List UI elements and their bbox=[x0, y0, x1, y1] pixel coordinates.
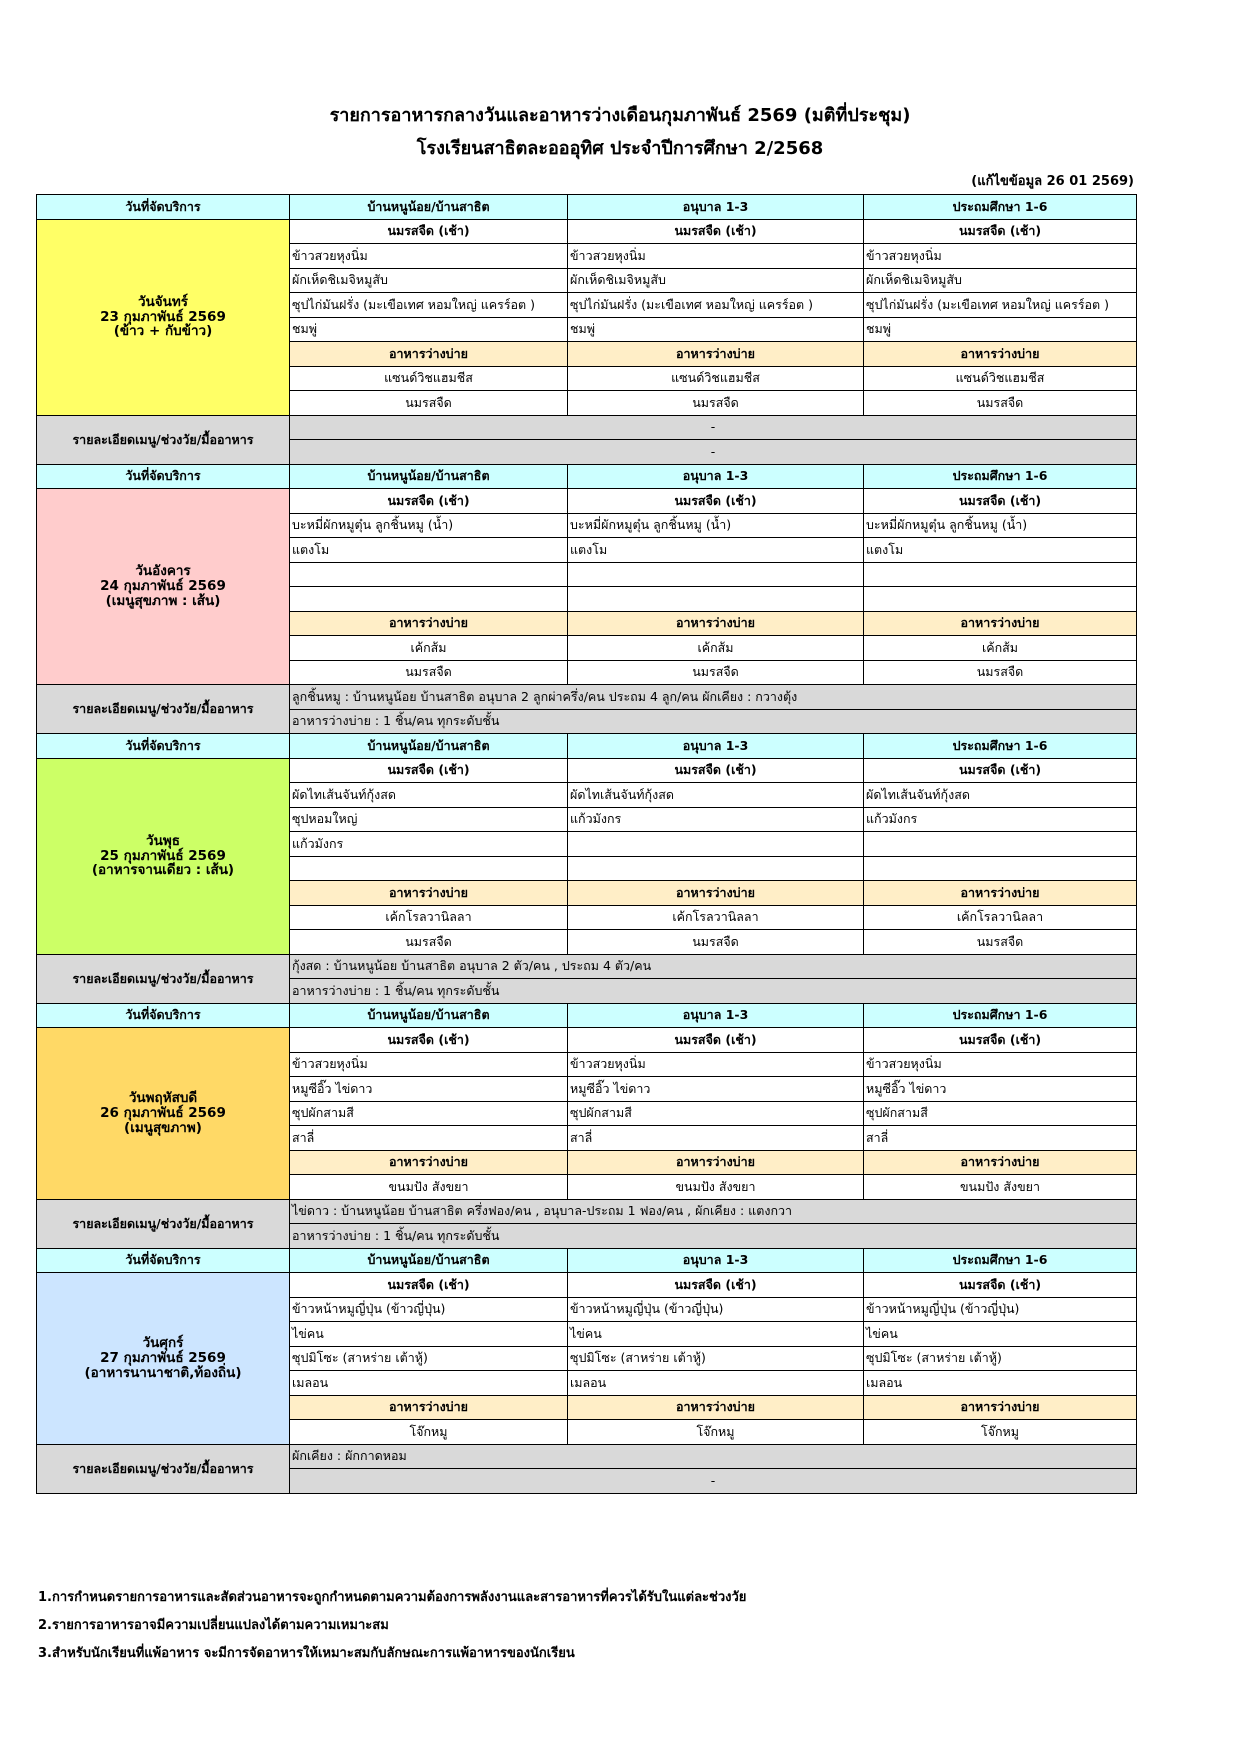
snack-item: นมรสจืด bbox=[290, 660, 568, 685]
snack-item: ขนมปัง สังขยา bbox=[568, 1175, 864, 1200]
day-name: วันอังคาร bbox=[135, 563, 191, 580]
lunch-item: แตงโม bbox=[568, 538, 864, 563]
lunch-item: แก้วมังกร bbox=[290, 832, 568, 857]
lunch-item: ซุปผักสามสี bbox=[290, 1101, 568, 1126]
lunch-item bbox=[568, 856, 864, 881]
detail-text: ลูกชิ้นหมู : บ้านหนูน้อย บ้านสาธิต อนุบาล 2 ลูกผ่าครึ่ง/คน ประถม 4 ลูก/คน ผักเคียง : กวางตุ้ง bbox=[290, 685, 1137, 710]
milk-row bbox=[37, 219, 1137, 244]
detail-label: รายละเอียดเมนู/ช่วงวัย/มื้ออาหาร bbox=[37, 415, 290, 464]
lunch-item: ผักเห็ดชิเมจิหมูสับ bbox=[864, 268, 1137, 293]
snack-label: อาหารว่างบ่าย bbox=[568, 611, 864, 636]
service-header-row bbox=[37, 734, 1137, 759]
snack-item: เค้กส้ม bbox=[290, 636, 568, 661]
snack-item: โจ๊กหมู bbox=[568, 1420, 864, 1445]
column-header-primary: ประถมศึกษา 1-6 bbox=[864, 1003, 1137, 1028]
snack-item: นมรสจืด bbox=[290, 930, 568, 955]
snack-label: อาหารว่างบ่าย bbox=[568, 1150, 864, 1175]
milk-row bbox=[37, 1028, 1137, 1053]
lunch-item: ข้าวหน้าหมูญี่ปุ่น (ข้าวญี่ปุ่น) bbox=[290, 1297, 568, 1322]
column-header-baannunoi: บ้านหนูน้อย/บ้านสาธิต bbox=[290, 464, 568, 489]
snack-item: เค้กโรลวานิลลา bbox=[290, 905, 568, 930]
milk-label: นมรสจืด (เช้า) bbox=[290, 1273, 568, 1298]
lunch-item: ไข่คน bbox=[568, 1322, 864, 1347]
lunch-item: ซุปไก่มันฝรั่ง (มะเขือเทศ หอมใหญ่ แครร์อต ) bbox=[568, 293, 864, 318]
detail-text: ผักเคียง : ผักกาดหอม bbox=[290, 1444, 1137, 1469]
milk-label: นมรสจืด (เช้า) bbox=[864, 758, 1137, 783]
lunch-item bbox=[290, 856, 568, 881]
snack-item: นมรสจืด bbox=[568, 930, 864, 955]
day-name: วันจันทร์ bbox=[137, 293, 189, 310]
menu-table bbox=[36, 194, 1137, 1494]
column-header-primary: ประถมศึกษา 1-6 bbox=[864, 195, 1137, 220]
detail-text: กุ้งสด : บ้านหนูน้อย บ้านสาธิต อนุบาล 2 ตัว/คน , ประถม 4 ตัว/คน bbox=[290, 954, 1137, 979]
lunch-item: ผัดไทเส้นจันท์กุ้งสด bbox=[290, 783, 568, 808]
snack-label: อาหารว่างบ่าย bbox=[290, 1395, 568, 1420]
snack-label: อาหารว่างบ่าย bbox=[568, 342, 864, 367]
snack-label: อาหารว่างบ่าย bbox=[864, 611, 1137, 636]
column-header-baannunoi: บ้านหนูน้อย/บ้านสาธิต bbox=[290, 1248, 568, 1273]
snack-label: อาหารว่างบ่าย bbox=[290, 342, 568, 367]
lunch-item: ชมพู่ bbox=[864, 317, 1137, 342]
lunch-item: ข้าวสวยหุงนิ่ม bbox=[290, 1052, 568, 1077]
detail-text: อาหารว่างบ่าย : 1 ชิ้น/คน ทุกระดับชั้น bbox=[290, 979, 1137, 1004]
milk-label: นมรสจืด (เช้า) bbox=[864, 489, 1137, 514]
lunch-item: ข้าวสวยหุงนิ่ม bbox=[290, 244, 568, 269]
milk-label: นมรสจืด (เช้า) bbox=[568, 489, 864, 514]
lunch-item: บะหมี่ผักหมูตุ๋น ลูกชิ้นหมู (น้ำ) bbox=[864, 513, 1137, 538]
snack-item: เค้กโรลวานิลลา bbox=[864, 905, 1137, 930]
day-cell bbox=[37, 219, 290, 415]
snack-item: เค้กโรลวานิลลา bbox=[568, 905, 864, 930]
service-day-header: วันที่จัดบริการ bbox=[37, 464, 290, 489]
lunch-item: ไข่คน bbox=[290, 1322, 568, 1347]
column-header-baannunoi: บ้านหนูน้อย/บ้านสาธิต bbox=[290, 195, 568, 220]
lunch-item: ผัดไทเส้นจันท์กุ้งสด bbox=[864, 783, 1137, 808]
snack-label: อาหารว่างบ่าย bbox=[290, 611, 568, 636]
milk-label: นมรสจืด (เช้า) bbox=[290, 489, 568, 514]
detail-label: รายละเอียดเมนู/ช่วงวัย/มื้ออาหาร bbox=[37, 954, 290, 1003]
snack-item: เค้กส้ม bbox=[568, 636, 864, 661]
snack-item: โจ๊กหมู bbox=[290, 1420, 568, 1445]
note-3: 3.สำหรับนักเรียนที่แพ้อาหาร จะมีการจัดอาหารให้เหมาะสมกับลักษณะการแพ้อาหารของนักเรียน bbox=[38, 1646, 575, 1661]
snack-item: แซนด์วิชแฮมชีส bbox=[568, 366, 864, 391]
milk-row bbox=[37, 1273, 1137, 1298]
lunch-item: แตงโม bbox=[864, 538, 1137, 563]
lunch-item: ซุปผักสามสี bbox=[864, 1101, 1137, 1126]
snack-label: อาหารว่างบ่าย bbox=[290, 881, 568, 906]
service-header-row bbox=[37, 464, 1137, 489]
day-cell bbox=[37, 1028, 290, 1200]
lunch-item: แก้วมังกร bbox=[864, 807, 1137, 832]
lunch-item: เมลอน bbox=[290, 1371, 568, 1396]
lunch-item: ผัดไทเส้นจันท์กุ้งสด bbox=[568, 783, 864, 808]
lunch-item: บะหมี่ผักหมูตุ๋น ลูกชิ้นหมู (น้ำ) bbox=[290, 513, 568, 538]
detail-row bbox=[37, 1444, 1137, 1469]
day-name: วันศุกร์ bbox=[142, 1334, 184, 1351]
lunch-item: ชมพู่ bbox=[568, 317, 864, 342]
service-day-header: วันที่จัดบริการ bbox=[37, 1248, 290, 1273]
snack-item: นมรสจืด bbox=[290, 391, 568, 416]
snack-item: แซนด์วิชแฮมชีส bbox=[864, 366, 1137, 391]
column-header-kindergarten: อนุบาล 1-3 bbox=[568, 734, 864, 759]
snack-label: อาหารว่างบ่าย bbox=[864, 1395, 1137, 1420]
lunch-item bbox=[864, 832, 1137, 857]
lunch-item: เมลอน bbox=[864, 1371, 1137, 1396]
lunch-item: ผักเห็ดชิเมจิหมูสับ bbox=[290, 268, 568, 293]
day-date: 24 กุมภาพันธ์ 2569 bbox=[100, 578, 226, 595]
day-date: 26 กุมภาพันธ์ 2569 bbox=[100, 1104, 226, 1121]
service-day-header: วันที่จัดบริการ bbox=[37, 195, 290, 220]
lunch-item: หมูซีอิ๊ว ไข่ดาว bbox=[568, 1077, 864, 1102]
lunch-item: สาลี่ bbox=[864, 1126, 1137, 1151]
detail-row bbox=[37, 1199, 1137, 1224]
lunch-item: แตงโม bbox=[290, 538, 568, 563]
snack-item: นมรสจืด bbox=[568, 660, 864, 685]
detail-text: ไข่ดาว : บ้านหนูน้อย บ้านสาธิต ครึ่งฟอง/คน , อนุบาล-ประถม 1 ฟอง/คน , ผักเคียง : แตงกวา bbox=[290, 1199, 1137, 1224]
lunch-item: สาลี่ bbox=[290, 1126, 568, 1151]
day-cell bbox=[37, 758, 290, 954]
column-header-baannunoi: บ้านหนูน้อย/บ้านสาธิต bbox=[290, 734, 568, 759]
column-header-baannunoi: บ้านหนูน้อย/บ้านสาธิต bbox=[290, 1003, 568, 1028]
milk-label: นมรสจืด (เช้า) bbox=[568, 1028, 864, 1053]
note-2: 2.รายการอาหารอาจมีความเปลี่ยนแปลงได้ตามความเหมาะสม bbox=[38, 1618, 389, 1633]
detail-text: - bbox=[290, 1469, 1137, 1494]
milk-label: นมรสจืด (เช้า) bbox=[568, 758, 864, 783]
lunch-item: ข้าวหน้าหมูญี่ปุ่น (ข้าวญี่ปุ่น) bbox=[864, 1297, 1137, 1322]
lunch-item bbox=[290, 562, 568, 587]
lunch-item: ซุปมิโซะ (สาหร่าย เต้าหู้) bbox=[290, 1346, 568, 1371]
snack-label: อาหารว่างบ่าย bbox=[290, 1150, 568, 1175]
lunch-item bbox=[864, 587, 1137, 612]
day-name: วันพฤหัสบดี bbox=[128, 1089, 198, 1106]
milk-label: นมรสจืด (เช้า) bbox=[864, 1028, 1137, 1053]
lunch-item: ซุปหอมใหญ่ bbox=[290, 807, 568, 832]
snack-item: ขนมปัง สังขยา bbox=[864, 1175, 1137, 1200]
note-1: 1.การกำหนดรายการอาหารและสัดส่วนอาหารจะถูกกำหนดตามความต้องการพลังงานและสารอาหารที่ควรได้รับในแต่ละช่วงวัย bbox=[38, 1590, 747, 1605]
lunch-item: ชมพู่ bbox=[290, 317, 568, 342]
lunch-item: ซุปมิโซะ (สาหร่าย เต้าหู้) bbox=[864, 1346, 1137, 1371]
lunch-item: แก้วมังกร bbox=[568, 807, 864, 832]
snack-label: อาหารว่างบ่าย bbox=[864, 342, 1137, 367]
service-header-row bbox=[37, 1248, 1137, 1273]
lunch-item: ผักเห็ดชิเมจิหมูสับ bbox=[568, 268, 864, 293]
milk-label: นมรสจืด (เช้า) bbox=[290, 219, 568, 244]
snack-item: ขนมปัง สังขยา bbox=[290, 1175, 568, 1200]
lunch-item bbox=[568, 562, 864, 587]
snack-item: โจ๊กหมู bbox=[864, 1420, 1137, 1445]
lunch-item: หมูซีอิ๊ว ไข่ดาว bbox=[864, 1077, 1137, 1102]
day-date: 25 กุมภาพันธ์ 2569 bbox=[100, 847, 226, 864]
lunch-item: ซุปผักสามสี bbox=[568, 1101, 864, 1126]
detail-label: รายละเอียดเมนู/ช่วงวัย/มื้ออาหาร bbox=[37, 1444, 290, 1493]
column-header-kindergarten: อนุบาล 1-3 bbox=[568, 1003, 864, 1028]
service-header-row bbox=[37, 195, 1137, 220]
milk-label: นมรสจืด (เช้า) bbox=[290, 758, 568, 783]
snack-item: นมรสจืด bbox=[864, 391, 1137, 416]
day-type: (เมนูสุขภาพ) bbox=[124, 1119, 202, 1136]
detail-label: รายละเอียดเมนู/ช่วงวัย/มื้ออาหาร bbox=[37, 1199, 290, 1248]
detail-text: - bbox=[290, 440, 1137, 465]
snack-item: เค้กส้ม bbox=[864, 636, 1137, 661]
lunch-item bbox=[864, 856, 1137, 881]
snack-item: นมรสจืด bbox=[864, 930, 1137, 955]
service-header-row bbox=[37, 1003, 1137, 1028]
milk-label: นมรสจืด (เช้า) bbox=[568, 1273, 864, 1298]
snack-label: อาหารว่างบ่าย bbox=[568, 881, 864, 906]
milk-label: นมรสจืด (เช้า) bbox=[568, 219, 864, 244]
column-header-primary: ประถมศึกษา 1-6 bbox=[864, 1248, 1137, 1273]
day-name: วันพุธ bbox=[146, 832, 180, 849]
lunch-item bbox=[290, 587, 568, 612]
lunch-item bbox=[568, 587, 864, 612]
lunch-item: ซุปมิโซะ (สาหร่าย เต้าหู้) bbox=[568, 1346, 864, 1371]
edit-note: (แก้ไขข้อมูล 26 01 2569) bbox=[971, 174, 1134, 189]
service-day-header: วันที่จัดบริการ bbox=[37, 734, 290, 759]
day-date: 23 กุมภาพันธ์ 2569 bbox=[100, 308, 226, 325]
column-header-primary: ประถมศึกษา 1-6 bbox=[864, 464, 1137, 489]
detail-row bbox=[37, 685, 1137, 710]
column-header-primary: ประถมศึกษา 1-6 bbox=[864, 734, 1137, 759]
column-header-kindergarten: อนุบาล 1-3 bbox=[568, 195, 864, 220]
lunch-item: ซุปไก่มันฝรั่ง (มะเขือเทศ หอมใหญ่ แครร์อต ) bbox=[864, 293, 1137, 318]
lunch-item: ข้าวหน้าหมูญี่ปุ่น (ข้าวญี่ปุ่น) bbox=[568, 1297, 864, 1322]
snack-item: แซนด์วิชแฮมชีส bbox=[290, 366, 568, 391]
day-type: (อาหารนานาชาติ,ท้องถิ่น) bbox=[84, 1364, 242, 1381]
detail-text: - bbox=[290, 415, 1137, 440]
lunch-item: เมลอน bbox=[568, 1371, 864, 1396]
snack-item: นมรสจืด bbox=[568, 391, 864, 416]
milk-row bbox=[37, 489, 1137, 514]
column-header-kindergarten: อนุบาล 1-3 bbox=[568, 1248, 864, 1273]
lunch-item: ข้าวสวยหุงนิ่ม bbox=[864, 1052, 1137, 1077]
detail-text: อาหารว่างบ่าย : 1 ชิ้น/คน ทุกระดับชั้น bbox=[290, 709, 1137, 734]
detail-row bbox=[37, 954, 1137, 979]
milk-row bbox=[37, 758, 1137, 783]
lunch-item: สาลี่ bbox=[568, 1126, 864, 1151]
lunch-item: ข้าวสวยหุงนิ่ม bbox=[568, 244, 864, 269]
snack-label: อาหารว่างบ่าย bbox=[864, 1150, 1137, 1175]
milk-label: นมรสจืด (เช้า) bbox=[290, 1028, 568, 1053]
detail-text: อาหารว่างบ่าย : 1 ชิ้น/คน ทุกระดับชั้น bbox=[290, 1224, 1137, 1249]
milk-label: นมรสจืด (เช้า) bbox=[864, 219, 1137, 244]
snack-label: อาหารว่างบ่าย bbox=[568, 1395, 864, 1420]
snack-label: อาหารว่างบ่าย bbox=[864, 881, 1137, 906]
title-line-2: โรงเรียนสาธิตละอออุทิศ ประจำปีการศึกษา 2/2568 bbox=[416, 138, 824, 159]
day-type: (ข้าว + กับข้าว) bbox=[113, 323, 213, 340]
lunch-item: ซุปไก่มันฝรั่ง (มะเขือเทศ หอมใหญ่ แครร์อต ) bbox=[290, 293, 568, 318]
milk-label: นมรสจืด (เช้า) bbox=[864, 1273, 1137, 1298]
detail-label: รายละเอียดเมนู/ช่วงวัย/มื้ออาหาร bbox=[37, 685, 290, 734]
day-type: (เมนูสุขภาพ : เส้น) bbox=[105, 592, 221, 609]
service-day-header: วันที่จัดบริการ bbox=[37, 1003, 290, 1028]
lunch-item bbox=[568, 832, 864, 857]
lunch-item: ข้าวสวยหุงนิ่ม bbox=[864, 244, 1137, 269]
lunch-item: ไข่คน bbox=[864, 1322, 1137, 1347]
column-header-kindergarten: อนุบาล 1-3 bbox=[568, 464, 864, 489]
day-type: (อาหารจานเดียว : เส้น) bbox=[91, 862, 235, 879]
lunch-item: ข้าวสวยหุงนิ่ม bbox=[568, 1052, 864, 1077]
snack-item: นมรสจืด bbox=[864, 660, 1137, 685]
title-line-1: รายการอาหารกลางวันและอาหารว่างเดือนกุมภาพันธ์ 2569 (มติที่ประชุม) bbox=[329, 105, 911, 126]
day-cell bbox=[37, 1273, 290, 1445]
lunch-item: หมูซีอิ๊ว ไข่ดาว bbox=[290, 1077, 568, 1102]
detail-row bbox=[37, 415, 1137, 440]
lunch-item bbox=[864, 562, 1137, 587]
lunch-item: บะหมี่ผักหมูตุ๋น ลูกชิ้นหมู (น้ำ) bbox=[568, 513, 864, 538]
day-cell bbox=[37, 489, 290, 685]
day-date: 27 กุมภาพันธ์ 2569 bbox=[100, 1349, 226, 1366]
